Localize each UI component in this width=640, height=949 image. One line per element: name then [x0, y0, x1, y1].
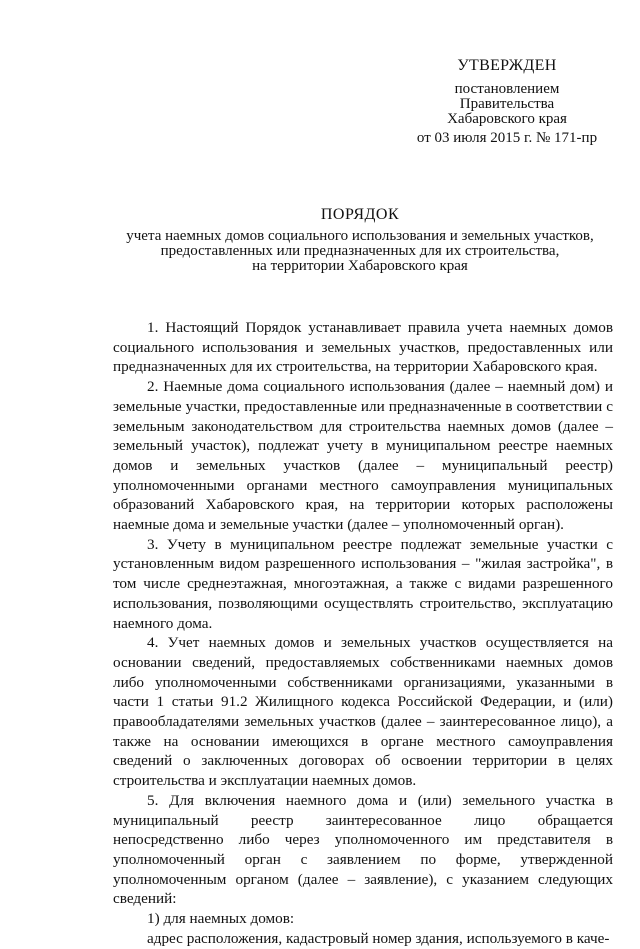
paragraph-2: 2. Наемные дома социального использования (далее – наемный дом) и земельные участки, предоставленные или предназначенные в соответствии с земельным законодательством для строительства наемных домов (далее – земельный участок), подлежат учету в муниципальном реестре наемных домов и земельных участков (далее – муниципальный реестр) уполномоченными органами местного самоуправления муниципальных образований Хабаровского края, на территории которых расположены наемные дома и земельные участки (далее – уполномоченный орган). [113, 378, 613, 534]
approval-line-3: Хабаровского края [447, 111, 567, 127]
document-title-block [60, 206, 640, 274]
approval-stamp [400, 58, 614, 146]
paragraph-4: 4. Учет наемных домов и земельных участков осуществляется на основании сведений, предоставляемых собственниками наемных домов либо уполномоченными собственниками организациями, указанными в части 1 статьи 91.2 Жилищного кодекса Российской Федерации, и (или) правообладателями земельных участков (далее – заинтересованное лицо), а также на основании имеющихся в органе местного самоуправления сведений о заключенных договорах об освоении территории в целях строительства и эксплуатации наемных домов. [113, 634, 613, 790]
subitem-housing: 1) для наемных домов: [147, 910, 295, 928]
approval-date: от 03 июля 2015 г. № 171-пр [416, 130, 598, 146]
approval-line-2: Правительства [459, 96, 555, 112]
approval-line-1: постановлением [454, 81, 560, 97]
paragraph-3: 3. Учету в муниципальном реестре подлежат земельные участки с установленным видом разрешенного использования – "жилая застройка", в том числе среднеэтажная, многоэтажная, а также с видами разрешенного использования, позволяющими осуществлять строительство, эксплуатацию наемного дома. [113, 535, 613, 632]
document-subtitle-line: предоставленных или предназначенных для их строительства, [160, 243, 560, 259]
approval-heading: УТВЕРЖДЕН [457, 57, 557, 74]
document-title: ПОРЯДОК [320, 206, 400, 223]
document-subtitle-line: на территории Хабаровского края [252, 258, 468, 274]
subitem-housing-details: адрес расположения, кадастровый номер здания, используемого в каче- [147, 929, 610, 947]
paragraph-1: 1. Настоящий Порядок устанавливает правила учета наемных домов социального использования и земельных участков, предоставленных или предназначенных для их строительства, на территории Хабаровского края. [113, 319, 613, 376]
document-subtitle-line: учета наемных домов социального использования и земельных участков, [126, 228, 594, 244]
paragraph-5: 5. Для включения наемного дома и (или) земельного участка в муниципальный реестр заинтересованное лицо обращается непосредственно либо через уполномоченного им представителя в уполномоченный орган с заявлением по форме, утвержденной уполномоченным органом (далее – заявление), с указанием следующих сведений: [113, 791, 613, 908]
document-body [113, 318, 613, 949]
